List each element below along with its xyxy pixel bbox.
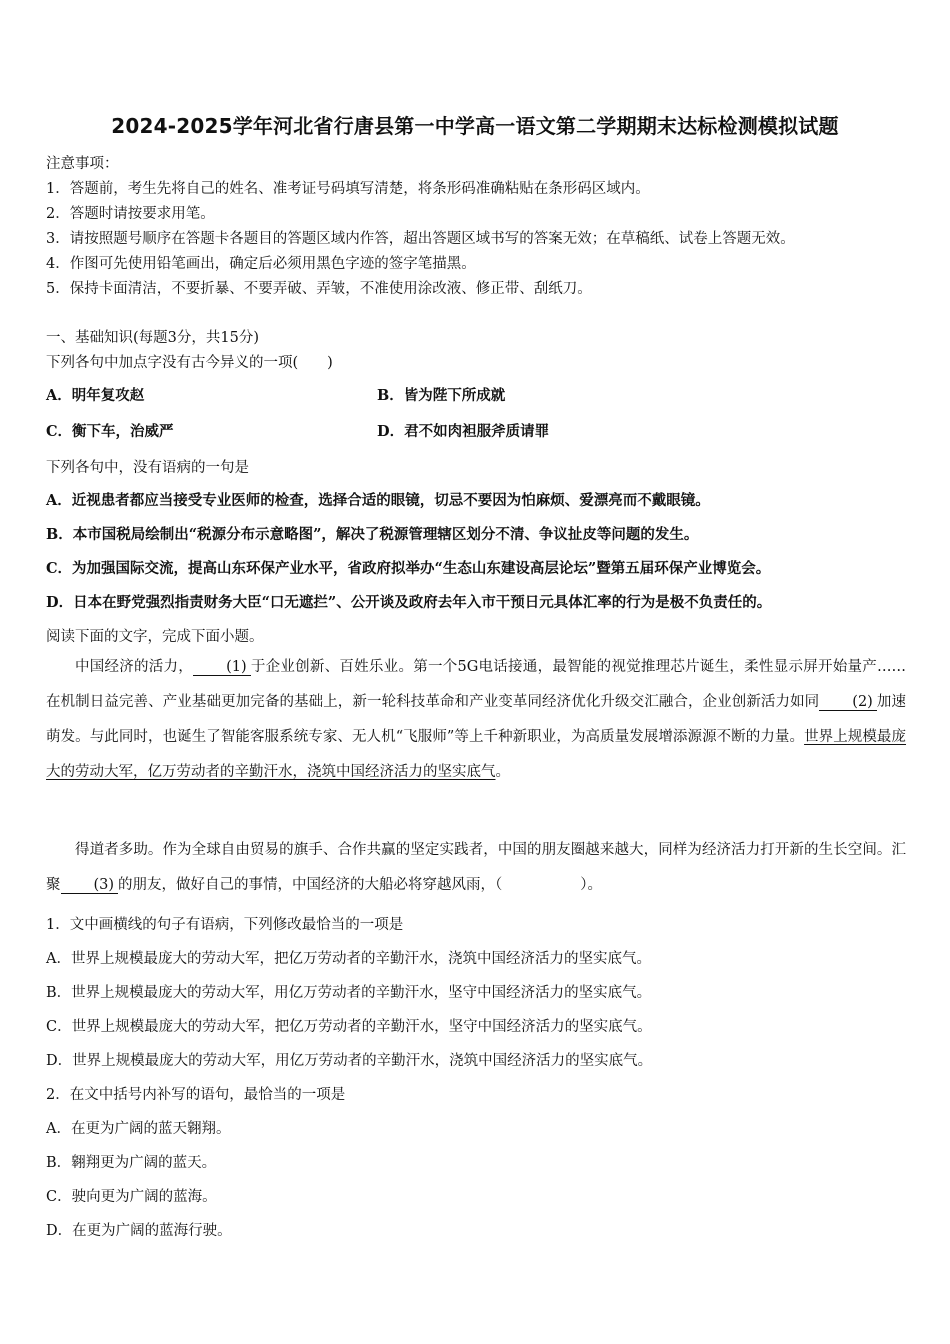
question-stem: 下列各句中加点字没有古今异义的一项( ) [46, 355, 333, 371]
sub1-option: A．世界上规模最庞大的劳动大军，把亿万劳动者的辛勤汗水，浇筑中国经济活力的坚实底气。 [46, 951, 651, 967]
sub1-option: C．世界上规模最庞大的劳动大军，把亿万劳动者的辛勤汗水，坚守中国经济活力的坚实底气。 [46, 1019, 652, 1035]
sub2-option: D．在更为广阔的蓝海行驶。 [46, 1223, 232, 1239]
notice-item: 2．答题时请按要求用笔。 [46, 206, 215, 222]
q1-option-c: C．衡下车，治威严 [46, 423, 174, 440]
sub2-option: C．驶向更为广阔的蓝海。 [46, 1189, 217, 1205]
passage-text: ）。 [580, 877, 603, 893]
passage-text: 于企业创新、百姓乐业。第一个5G电话接通，最智能的视觉推理芯片诞生，柔性显示屏开始量产……在机制日益完善、产业基础更加完备的基础上，新一轮科技革命和产业变革同经济优化升级交汇融合，企业创新活力如同 [46, 659, 906, 710]
question-stem: 2．在文中括号内补写的语句，最恰当的一项是 [46, 1087, 346, 1103]
blank-1: (1) [193, 659, 251, 676]
section-heading: 一、基础知识(每题3分，共15分) [46, 330, 259, 346]
passage-text: 。 [495, 764, 510, 780]
reading-paragraph [46, 833, 906, 903]
passage-text: 加速萌发。与此同时，也诞生了智能客服系统专家、无人机“飞服师”等上千种新职业，为高质量发展增添源源不断的力量。 [46, 694, 907, 745]
underlined-sentence: 世界上规模最庞大的劳动大军，亿万劳动者的辛勤汗水，浇筑中国经济活力的坚实底气 [46, 729, 907, 780]
question-stem: 1．文中画横线的句子有语病，下列修改最恰当的一项是 [46, 917, 404, 933]
blank-3: (3) [61, 877, 119, 894]
reading-intro: 阅读下面的文字，完成下面小题。 [46, 629, 264, 645]
notice-heading: 注意事项： [46, 156, 119, 172]
q2-option: A．近视患者都应当接受专业医师的检查，选择合适的眼镜，切忌不要因为怕麻烦、爱漂亮而不戴眼镜。 [46, 492, 710, 509]
notice-item: 5．保持卡面清洁，不要折暴、不要弄破、弄皱，不准使用涂改液、修正带、刮纸刀。 [46, 281, 592, 297]
q1-option-d: D．君不如肉袒服斧质请罪 [377, 423, 550, 440]
passage-text: 得道者多助。作为全球自由贸易的旗手、合作共赢的坚定实践者，中国的朋友圈越来越大，同样为经济活力打开新的生长空间。汇聚 [46, 842, 906, 893]
q2-option: C．为加强国际交流，提高山东环保产业水平，省政府拟举办“生态山东建设高层论坛”暨第五届环保产业博览会。 [46, 560, 771, 577]
sub2-option: B．翱翔更为广阔的蓝天。 [46, 1155, 217, 1171]
q1-option-b: B．皆为陛下所成就 [377, 387, 506, 404]
passage-text: 的朋友，做好自己的事情，中国经济的大船必将穿越风雨，（ [118, 877, 503, 893]
sub1-option: D．世界上规模最庞大的劳动大军，用亿万劳动者的辛勤汗水，浇筑中国经济活力的坚实底气。 [46, 1053, 653, 1069]
page-title: 2024-2025学年河北省行唐县第一中学高一语文第二学期期末达标检测模拟试题 [111, 114, 839, 138]
question-stem: 下列各句中，没有语病的一句是 [46, 460, 249, 476]
q2-option: B．本市国税局绘制出“税源分布示意略图”，解决了税源管理辖区划分不清、争议扯皮等问题的发生。 [46, 526, 699, 543]
notice-item: 4．作图可先使用铅笔画出，确定后必须用黑色字迹的签字笔描黑。 [46, 256, 476, 272]
notice-item: 3．请按照题号顺序在答题卡各题目的答题区域内作答，超出答题区域书写的答案无效；在草稿纸、试卷上答题无效。 [46, 231, 795, 247]
notice-item: 1．答题前，考生先将自己的姓名、准考证号码填写清楚，将条形码准确粘贴在条形码区域内。 [46, 181, 650, 197]
reading-paragraph [46, 650, 906, 790]
passage-text: 中国经济的活力， [75, 659, 194, 675]
q1-option-a: A．明年复攻赵 [46, 387, 145, 404]
blank-2: (2) [819, 694, 877, 711]
q2-option: D．日本在野党强烈指责财务大臣“口无遮拦”、公开谈及政府去年入市干预日元具体汇率的行为是极不负责任的。 [46, 594, 772, 611]
sub1-option: B．世界上规模最庞大的劳动大军，用亿万劳动者的辛勤汗水，坚守中国经济活力的坚实底气。 [46, 985, 652, 1001]
sub2-option: A．在更为广阔的蓝天翱翔。 [46, 1121, 231, 1137]
